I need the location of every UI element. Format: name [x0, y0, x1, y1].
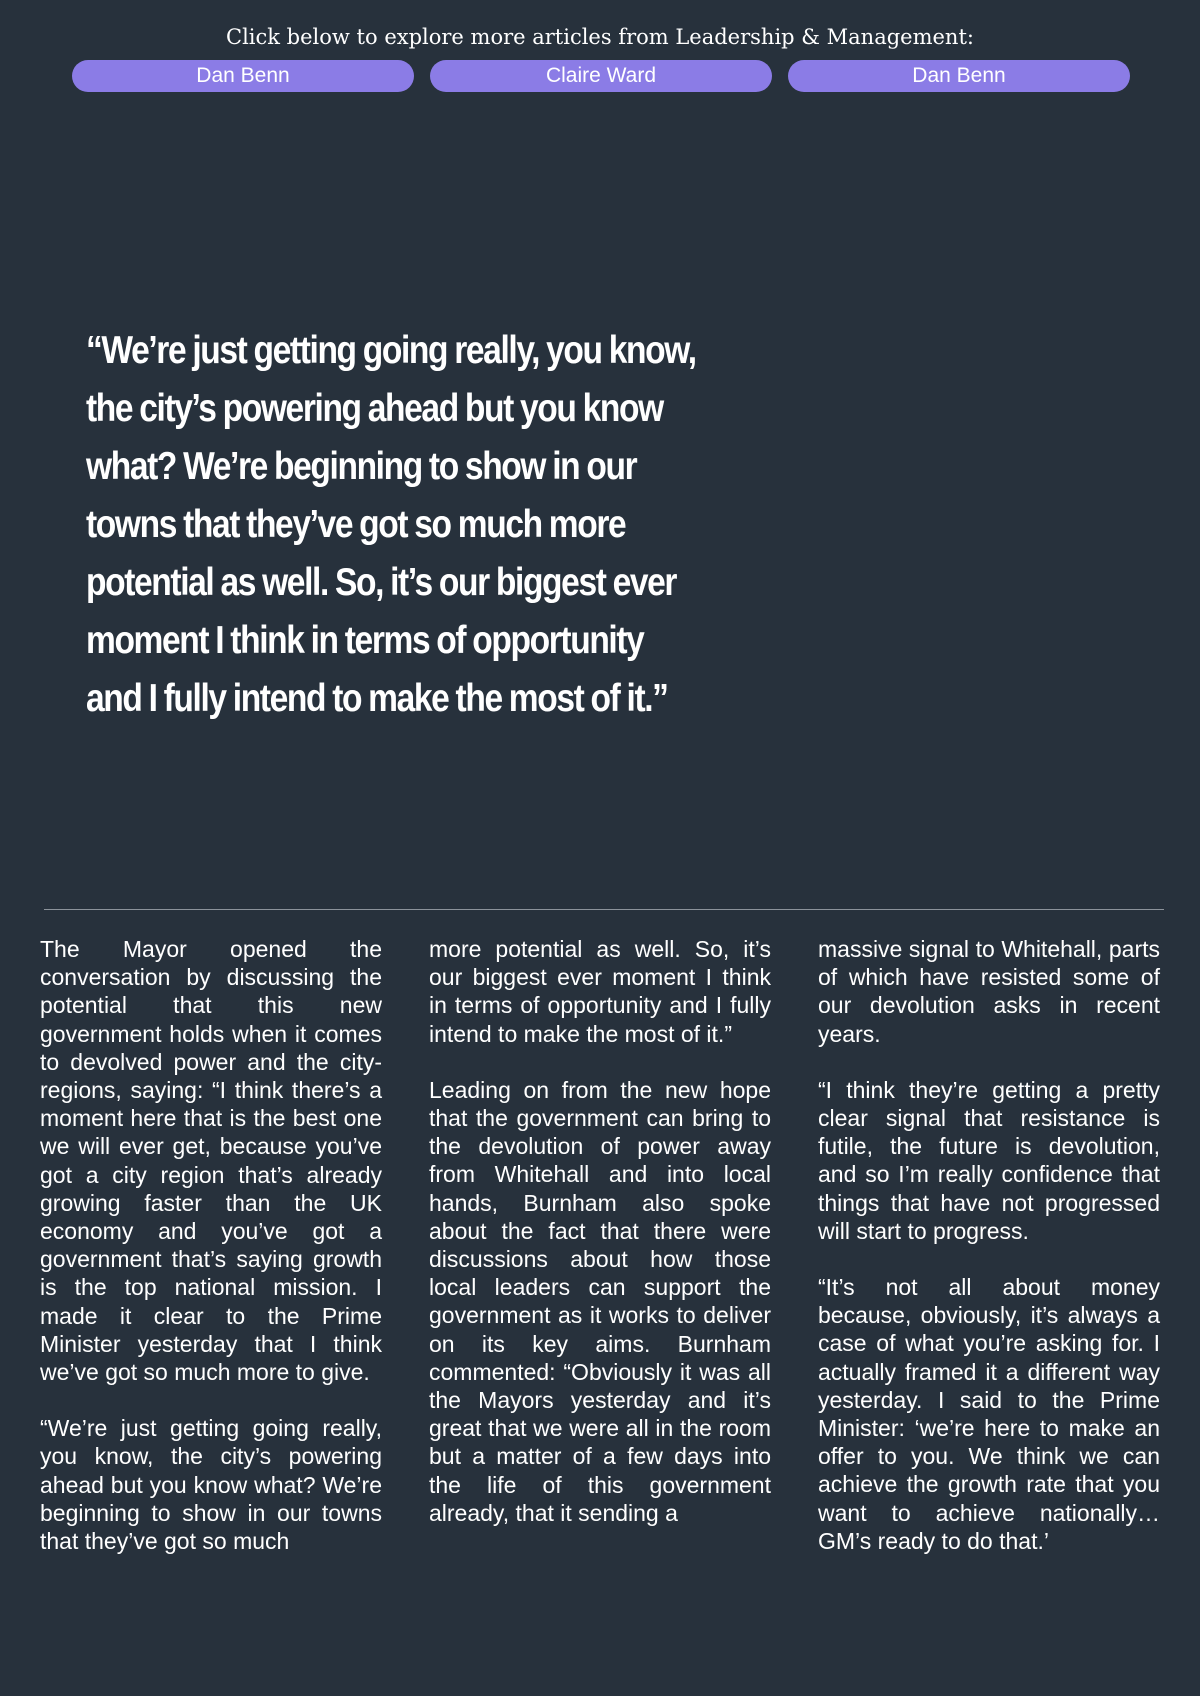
- article-paragraph: “We’re just getting going really, you know, the city’s powering ahead but you know what? We’re beginning to show in our towns that they’ve got so much: [40, 1415, 382, 1555]
- article-paragraph: “I think they’re getting a pretty clear signal that resistance is futile, the future is devolution, and so I’m really confidence that things that have not progressed will start to progress.: [818, 1076, 1160, 1244]
- author-buttons: [72, 60, 1130, 92]
- article-column-1: [40, 935, 382, 1583]
- explore-heading: Click below to explore more articles from Leadership & Management:: [226, 25, 974, 49]
- article-paragraph: “It’s not all about money because, obviously, it’s always a case of what you’re asking for. I actually framed it a different way yesterday. I said to the Prime Minister: ‘we’re here to make an offer to you. We think we can achieve the growth rate that you want to achieve nationally… GM’s ready to do that.’: [818, 1274, 1160, 1554]
- article-paragraph: Leading on from the new hope that the government can bring to the devolution of power away from Whitehall and into local hands, Burnham also spoke about the fact that there were discussions about how those local leaders can support the government as it works to deliver on its key aims. Burnham commented: “Obviously it was all the Mayors yesterday and it’s great that we were all in the room but a matter of a few days into the life of this government already, that it sending a: [429, 1076, 771, 1526]
- article-paragraph: more potential as well. So, it’s our biggest ever moment I think in terms of opportunity and I fully intend to make the most of it.”: [429, 936, 771, 1047]
- author-button-dan-benn-2[interactable]: Dan Benn: [788, 60, 1130, 92]
- article-paragraph: massive signal to Whitehall, parts of which have resisted some of our devolution asks in recent years.: [818, 936, 1160, 1047]
- author-button-claire-ward[interactable]: Claire Ward: [430, 60, 772, 92]
- article-paragraph: The Mayor opened the conversation by discussing the potential that this new government holds when it comes to devolved power and the city-regions, saying: “I think there’s a moment here that is the best one we will ever get, because you’ve got a city region that’s already growing faster than the UK economy and you’ve got a government that’s saying growth is the top national mission. I made it clear to the Prime Minister yesterday that I think we’ve got so much more to give.: [40, 936, 382, 1386]
- section-divider: [44, 909, 1164, 910]
- author-button-dan-benn[interactable]: Dan Benn: [72, 60, 414, 92]
- article-column-2: [429, 935, 771, 1583]
- article-body: [40, 935, 1160, 1583]
- pull-quote: “We’re just getting going really, you know, the city’s powering ahead but you know what? We’re beginning to show in our towns that they’ve got so much more potential as well. So, it’s our biggest ever moment I think in terms of opportunity and I fully intend to make the most of it.”: [86, 329, 696, 720]
- article-column-3: [818, 935, 1160, 1583]
